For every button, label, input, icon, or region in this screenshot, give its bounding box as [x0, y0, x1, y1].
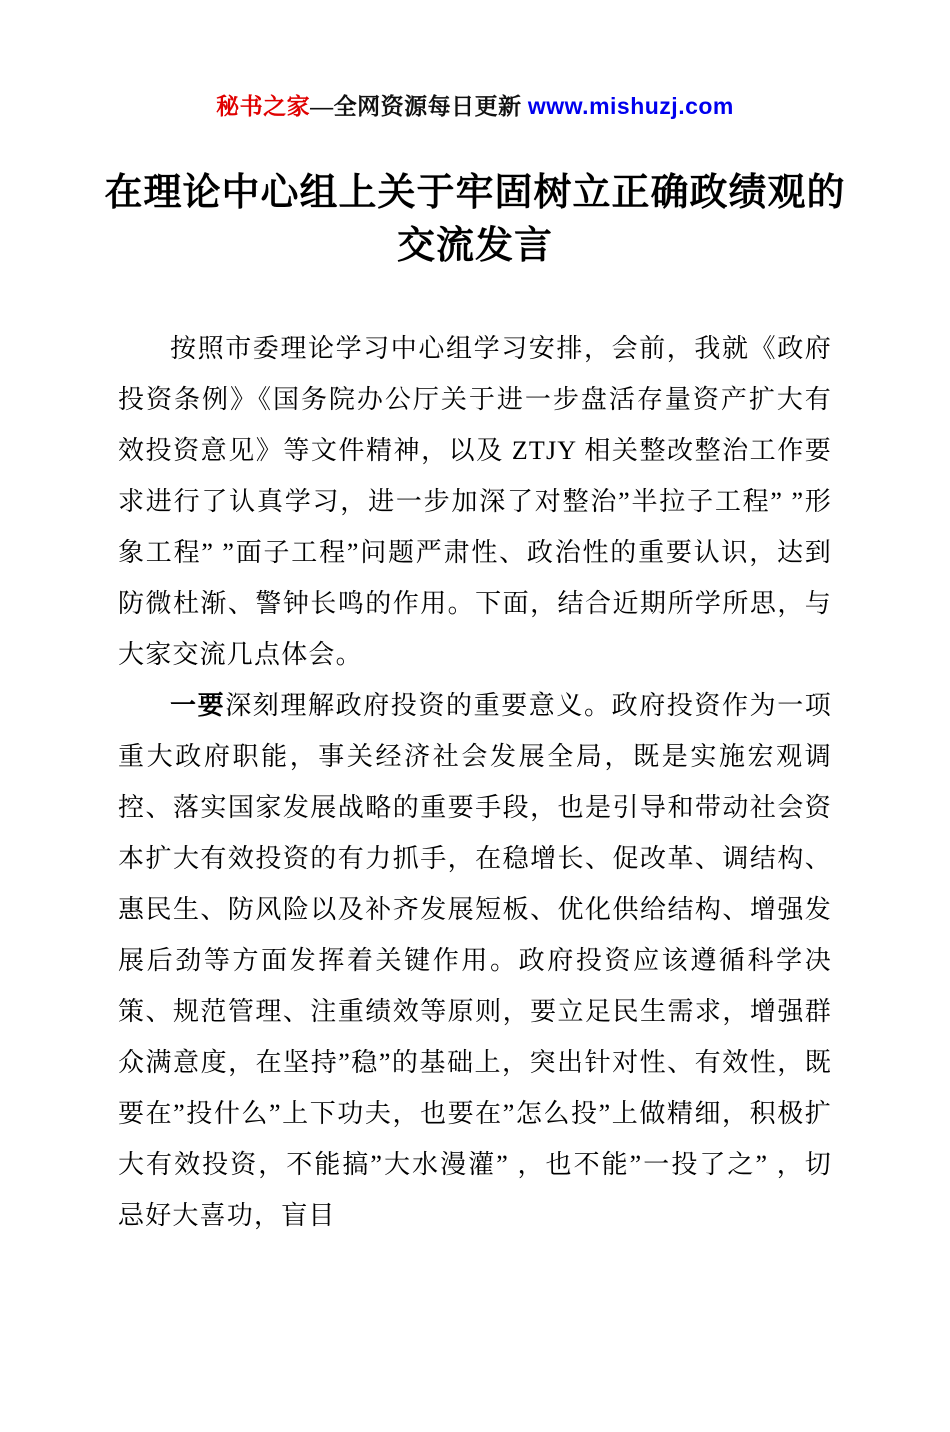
paragraph-1: [118, 323, 832, 680]
document-body: [118, 323, 832, 1241]
site-header: [0, 88, 950, 121]
paragraph-2-text: 深刻理解政府投资的重要意义。政府投资作为一项重大政府职能，事关经济社会发展全局，既是实施宏观调控、落实国家发展战略的重要手段，也是引导和带动社会资本扩大有效投资的有力抓手，在稳增长、促改革、调结构、惠民生、防风险以及补齐发展短板、优化供给结构、增强发展后劲等方面发挥着关键作用。政府投资应该遵循科学决策、规范管理、注重绩效等原则，要立足民生需求，增强群众满意度，在坚持”稳”的基础上，突出针对性、有效性，既要在”投什么”上下功夫，也要在”怎么投”上做精细，积极扩大有效投资，不能搞”大水漫灌” ，也不能”一投了之” ，切忌好大喜功，盲目: [118, 691, 832, 1230]
paragraph-2-lead: 一要: [170, 691, 226, 720]
paragraph-1-text: 按照市委理论学习中心组学习安排，会前，我就《政府投资条例》《国务院办公厅关于进一步盘活存量资产扩大有效投资意见》等文件精神，以及 ZTJY 相关整改整治工作要求进行了认真学习，进一步加深了对整治”半拉子工程” ”形象工程” ”面子工程”问题严肃性、政治性的重要认识，达到防微杜渐、警钟长鸣的作用。下面，结合近期所学所思，与大家交流几点体会。: [118, 334, 832, 669]
paragraph-2: [118, 680, 832, 1241]
document-page: [0, 88, 950, 1432]
document-title: 在理论中心组上关于牢固树立正确政绩观的交流发言: [104, 172, 846, 267]
site-tagline: —全网资源每日更新: [310, 94, 528, 119]
site-brand: 秘书之家: [216, 94, 311, 119]
site-url-link[interactable]: www.mishuzj.com: [527, 93, 734, 119]
